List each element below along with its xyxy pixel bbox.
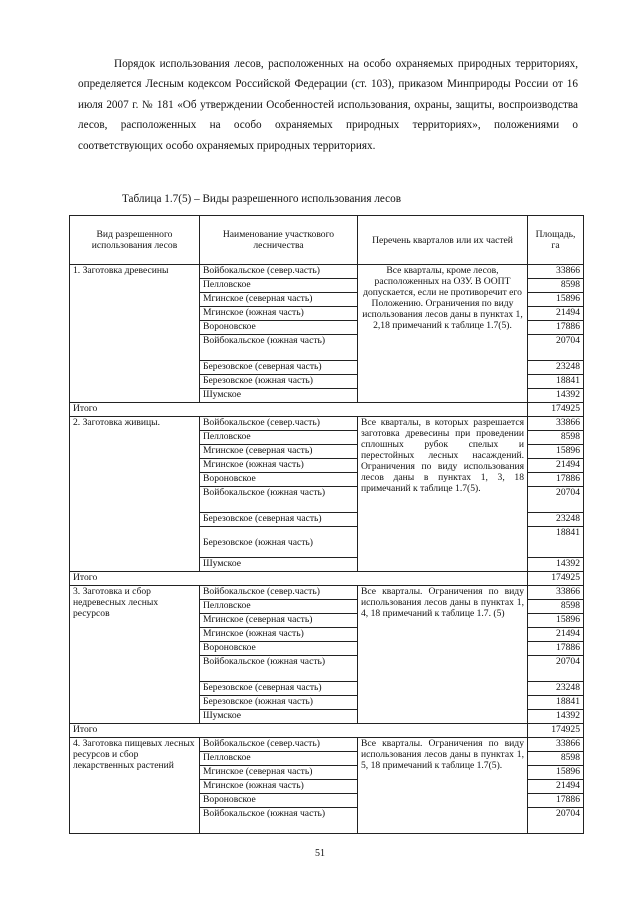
forestry-cell: Войбокальское (север.часть)	[200, 738, 358, 752]
intro-text	[78, 54, 578, 156]
forestry-cell: Березовское (северная часть)	[200, 361, 358, 375]
quarters-cell: Все кварталы, в которых разрешается заготовка древесины при проведении сплошных рубок спелых и перестойных лесных насаждений. Ограничения по виду использования лесов даны в пунктах 1, 3, 18 примечаний к таблице 1.7(5).	[358, 417, 528, 572]
area-cell: 17886	[528, 642, 584, 656]
area-cell: 20704	[528, 335, 584, 361]
forestry-cell: Вороновское	[200, 642, 358, 656]
forestry-cell: Войбокальское (южная часть)	[200, 335, 358, 361]
forestry-cell: Мгинское (северная часть)	[200, 293, 358, 307]
area-cell: 18841	[528, 527, 584, 558]
forestry-cell: Вороновское	[200, 473, 358, 487]
total-value: 174925	[528, 572, 584, 586]
area-cell: 33866	[528, 417, 584, 431]
forestry-cell: Пелловское	[200, 279, 358, 293]
total-value: 174925	[528, 403, 584, 417]
forestry-cell: Пелловское	[200, 600, 358, 614]
area-cell: 23248	[528, 361, 584, 375]
forestry-cell: Березовское (южная часть)	[200, 527, 358, 558]
total-row	[70, 572, 584, 586]
usage-kind-cell: 3. Заготовка и сбор недревесных лесных ресурсов	[70, 586, 200, 724]
forestry-cell: Пелловское	[200, 752, 358, 766]
table-row	[70, 265, 584, 279]
area-cell: 17886	[528, 473, 584, 487]
forestry-cell: Мгинское (северная часть)	[200, 445, 358, 459]
header-kind: Вид разрешенного использования лесов	[70, 216, 200, 265]
area-cell: 20704	[528, 487, 584, 513]
area-cell: 8598	[528, 600, 584, 614]
area-cell: 17886	[528, 321, 584, 335]
forestry-cell: Мгинское (южная часть)	[200, 307, 358, 321]
forestry-cell: Мгинское (северная часть)	[200, 766, 358, 780]
total-label: Итого	[70, 572, 528, 586]
forestry-cell: Шумское	[200, 389, 358, 403]
forestry-cell: Войбокальское (южная часть)	[200, 656, 358, 682]
forestry-cell: Мгинское (южная часть)	[200, 628, 358, 642]
total-label: Итого	[70, 724, 528, 738]
total-label: Итого	[70, 403, 528, 417]
area-cell: 21494	[528, 459, 584, 473]
table-row	[70, 738, 584, 752]
quarters-cell: Все кварталы. Ограничения по виду использования лесов даны в пунктах 1, 5, 18 примечаний к таблице 1.7(5).	[358, 738, 528, 834]
land-use-table	[69, 215, 584, 834]
page-number: 51	[315, 848, 325, 859]
forestry-cell: Войбокальское (север.часть)	[200, 265, 358, 279]
total-row	[70, 724, 584, 738]
area-cell: 21494	[528, 780, 584, 794]
total-row	[70, 403, 584, 417]
forestry-cell: Березовское (северная часть)	[200, 513, 358, 527]
intro-paragraph: Порядок использования лесов, расположенных на особо охраняемых природных территориях, определяется Лесным кодексом Российской Федерации (ст. 103), приказом Минприроды России от 16 июля 2007 г. № 181 «Об утверждении Особенностей использования, охраны, защиты, воспроизводства лесов, расположенных на особо охраняемых природных территориях», положениями о соответствующих особо охраняемых природных территориях.	[78, 58, 578, 152]
area-cell: 18841	[528, 696, 584, 710]
area-cell: 18841	[528, 375, 584, 389]
area-cell: 33866	[528, 738, 584, 752]
table-row	[70, 417, 584, 431]
forestry-cell: Войбокальское (южная часть)	[200, 808, 358, 834]
area-cell: 14392	[528, 389, 584, 403]
forestry-cell: Шумское	[200, 558, 358, 572]
area-cell: 15896	[528, 766, 584, 780]
area-cell: 8598	[528, 431, 584, 445]
quarters-cell: Все кварталы, кроме лесов, расположенных на ОЗУ. В ООПТ допускается, если не противоречит его Положению. Ограничения по виду использования лесов даны в пунктах 1, 2,18 примечаний к таблице 1.7(5).	[358, 265, 528, 403]
area-cell: 21494	[528, 628, 584, 642]
forestry-cell: Войбокальское (южная часть)	[200, 487, 358, 513]
forestry-cell: Вороновское	[200, 794, 358, 808]
total-value: 174925	[528, 724, 584, 738]
area-cell: 33866	[528, 265, 584, 279]
forestry-cell: Березовское (северная часть)	[200, 682, 358, 696]
forestry-cell: Войбокальское (север.часть)	[200, 586, 358, 600]
area-cell: 21494	[528, 307, 584, 321]
table-row	[70, 586, 584, 600]
area-cell: 14392	[528, 710, 584, 724]
area-cell: 8598	[528, 752, 584, 766]
area-cell: 20704	[528, 808, 584, 834]
area-cell: 15896	[528, 293, 584, 307]
area-cell: 33866	[528, 586, 584, 600]
area-cell: 15896	[528, 445, 584, 459]
table-body	[70, 265, 584, 834]
table-caption: Таблица 1.7(5) – Виды разрешенного использования лесов	[122, 193, 402, 205]
quarters-cell: Все кварталы. Ограничения по виду использования лесов даны в пунктах 1, 4, 18 примечаний к таблице 1.7. (5)	[358, 586, 528, 724]
area-cell: 15896	[528, 614, 584, 628]
forestry-cell: Березовское (южная часть)	[200, 375, 358, 389]
area-cell: 20704	[528, 656, 584, 682]
header-forestry: Наименование участкового лесничества	[200, 216, 358, 265]
forestry-cell: Войбокальское (север.часть)	[200, 417, 358, 431]
usage-kind-cell: 1. Заготовка древесины	[70, 265, 200, 403]
forestry-cell: Березовское (южная часть)	[200, 696, 358, 710]
header-area: Площадь, га	[528, 216, 584, 265]
area-cell: 14392	[528, 558, 584, 572]
forestry-cell: Мгинское (северная часть)	[200, 614, 358, 628]
table-header-row	[70, 216, 584, 265]
forestry-cell: Пелловское	[200, 431, 358, 445]
forestry-cell: Мгинское (южная часть)	[200, 459, 358, 473]
forestry-cell: Мгинское (южная часть)	[200, 780, 358, 794]
usage-kind-cell: 4. Заготовка пищевых лесных ресурсов и сбор лекарственных растений	[70, 738, 200, 834]
forestry-cell: Вороновское	[200, 321, 358, 335]
area-cell: 8598	[528, 279, 584, 293]
header-quarters: Перечень кварталов или их частей	[358, 216, 528, 265]
usage-kind-cell: 2. Заготовка живицы.	[70, 417, 200, 572]
area-cell: 23248	[528, 682, 584, 696]
area-cell: 17886	[528, 794, 584, 808]
forestry-cell: Шумское	[200, 710, 358, 724]
area-cell: 23248	[528, 513, 584, 527]
